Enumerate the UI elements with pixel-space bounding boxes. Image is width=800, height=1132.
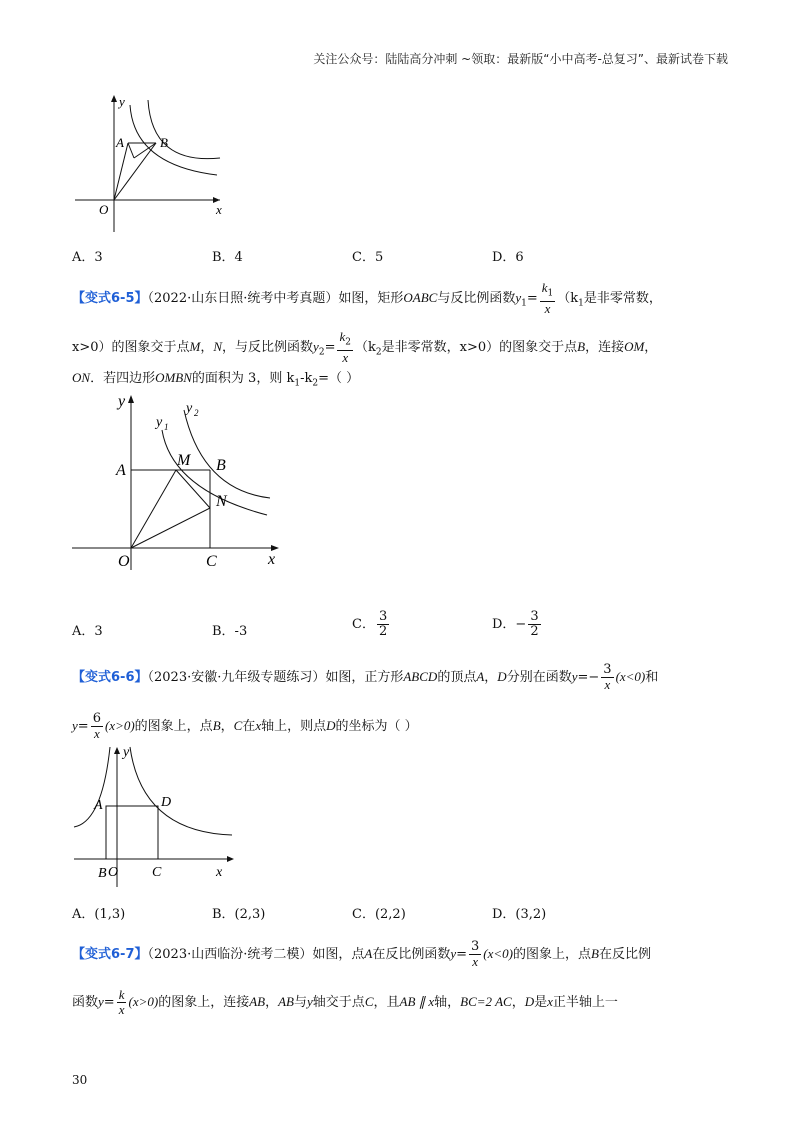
- page-header: 关注公众号：陆陆高分冲刺 ~领取：最新版“小中高考-总复习”、最新试卷下载: [313, 52, 728, 66]
- q2-label-o: O: [118, 553, 130, 570]
- q2-option-a[interactable]: A．3: [72, 624, 103, 639]
- q2-option-c[interactable]: C． $\frac{3}{2}$: [352, 609, 388, 639]
- q1-label-a: A: [116, 135, 124, 150]
- q1-option-c[interactable]: C．5: [352, 250, 384, 265]
- q3-label-b: B: [98, 866, 107, 881]
- q3-line-1: 【变式6-6】（2023·安徽·九年级专题练习）如图，正方形ABCD的顶点A，D分别在函数y=− $\frac{3}{x}$ (x<0)和: [72, 662, 659, 692]
- q3-label-o: O: [108, 865, 119, 880]
- q3-label-y: y: [123, 745, 130, 760]
- q3-line-2: y= $\frac{6}{x}$ (x>0)的图象上，点B，C在x轴上，则点D的坐标为（ ）: [72, 711, 418, 741]
- svg-text:1: 1: [164, 422, 169, 432]
- svg-text:2: 2: [194, 408, 199, 418]
- q2-line-2: x>0）的图象交于点M，N，与反比例函数$y_2=$ $\frac{k_2}{x}$ （$k_2$是非零常数，x>0）的图象交于点B，连接OM，: [72, 329, 658, 365]
- q2-line-3: ON．若四边形OMBN的面积为 3，则 $k_1-k_2=$（ ）: [72, 370, 360, 389]
- q2-label-y: y: [118, 393, 126, 410]
- q1-label-y: y: [119, 94, 125, 109]
- q2-figure: [72, 390, 287, 570]
- q4-line-2: 函数y= $\frac{k}{x}$ (x>0)的图象上，连接AB，AB与y轴交于点C，且AB ∥ x轴，BC=2 AC，D是x正半轴上一: [72, 987, 618, 1017]
- q2-label-x: x: [268, 551, 276, 568]
- q4-tag: 【变式6-7】: [72, 947, 148, 962]
- q1-label-b: B: [160, 135, 168, 150]
- q3-figure: [72, 742, 242, 887]
- q2-label-y1: y: [156, 415, 163, 430]
- q1-option-d[interactable]: D．6: [492, 250, 524, 265]
- q3-label-d: D: [161, 795, 172, 810]
- q2-line-1: 【变式6-5】（2022·山东日照·统考中考真题）如图，矩形OABC与反比例函数$y_1=$ $\frac{k_1}{x}$ （$k_1$是非零常数，: [72, 280, 662, 316]
- q1-option-b[interactable]: B．4: [212, 250, 243, 265]
- q2-label-m: M: [177, 452, 191, 469]
- q2-k2-fraction: $\frac{k_2}{x}$: [339, 329, 351, 365]
- q2-label-c: C: [206, 553, 217, 570]
- q3-label-a: A: [94, 798, 103, 813]
- q3-option-a[interactable]: A．(1,3): [72, 907, 126, 922]
- q1-label-x: x: [216, 202, 222, 217]
- q2-label-b: B: [216, 457, 226, 474]
- page-number: 30: [72, 1073, 88, 1087]
- q3-option-d[interactable]: D．(3,2): [492, 907, 547, 922]
- q2-k1-fraction: $\frac{k_1}{x}$: [541, 280, 554, 316]
- q2-label-a: A: [116, 462, 126, 479]
- q2-label-n: N: [216, 493, 227, 510]
- q2-tag: 【变式6-5】: [72, 290, 148, 306]
- q2-option-b[interactable]: B．-3: [212, 624, 248, 639]
- q1-label-o: O: [99, 202, 109, 217]
- q3-option-b[interactable]: B．(2,3): [212, 907, 266, 922]
- q1-option-a[interactable]: A．3: [72, 250, 103, 265]
- q3-label-c: C: [152, 865, 162, 880]
- q2-option-d[interactable]: D．− $\frac{3}{2}$: [492, 609, 539, 639]
- q1-figure: [72, 90, 232, 235]
- q4-line-1: 【变式6-7】（2023·山西临汾·统考二模）如图，点A在反比例函数y= $\frac{3}{x}$ (x<0)的图象上，点B在反比例: [72, 939, 651, 969]
- q2-label-y2: y: [186, 401, 193, 416]
- q3-label-x: x: [216, 865, 223, 880]
- q3-option-c[interactable]: C．(2,2): [352, 907, 406, 922]
- q3-tag: 【变式6-6】: [72, 670, 148, 685]
